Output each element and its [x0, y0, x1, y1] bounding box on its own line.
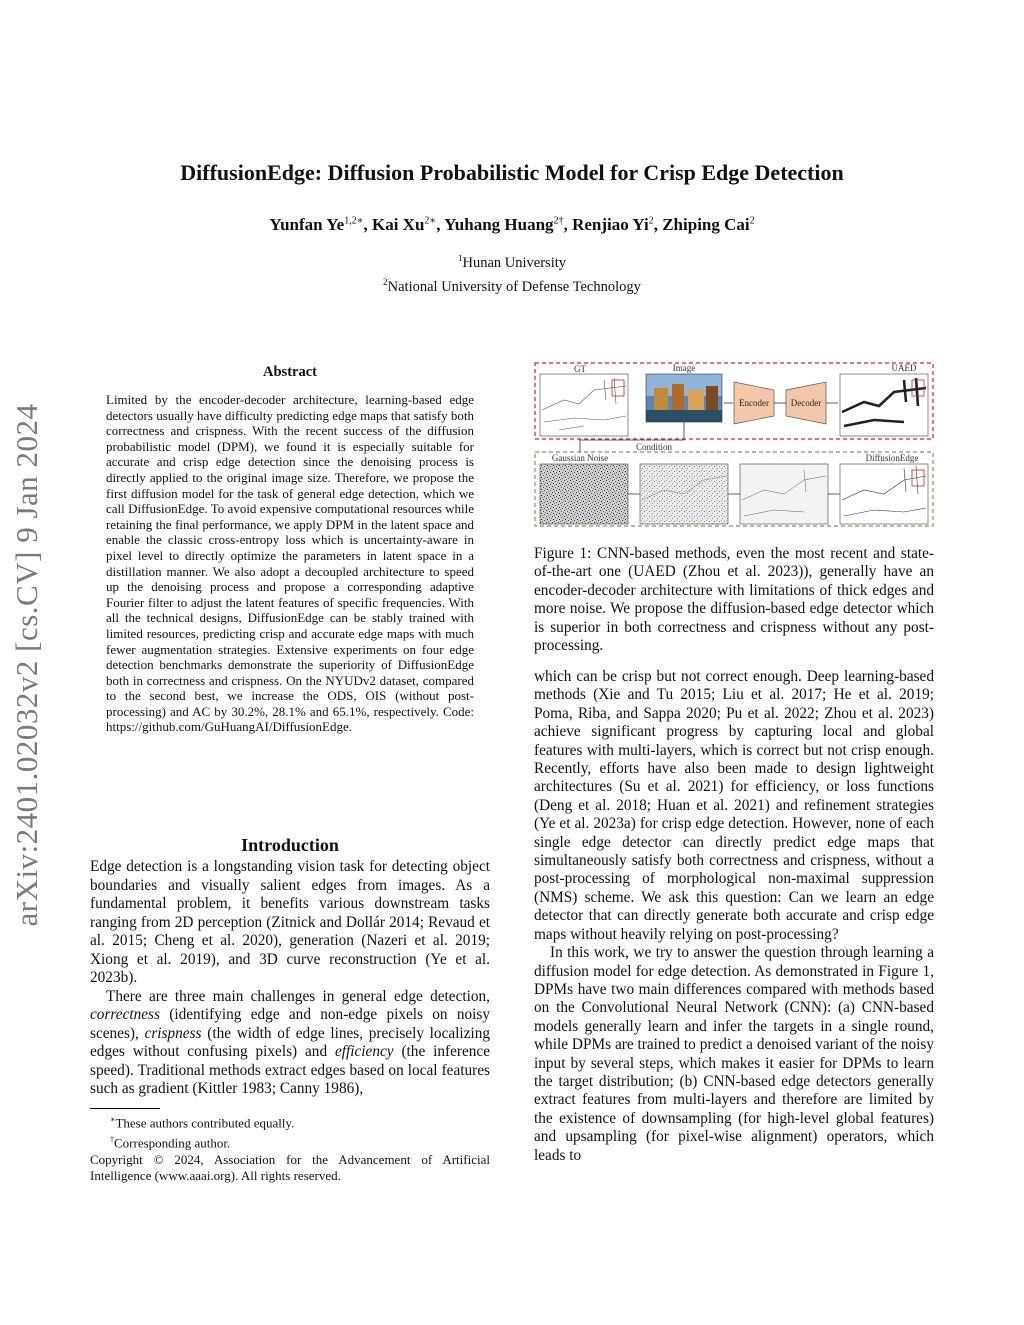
affiliation: [0, 249, 1024, 273]
author-name: Zhiping Cai: [662, 215, 750, 234]
label-condition: Condition: [635, 442, 673, 452]
author-name: Renjiao Yi: [572, 215, 649, 234]
abstract-heading: Abstract: [263, 364, 317, 380]
term-efficiency: efficiency: [334, 1043, 394, 1060]
author-name: Kai Xu: [371, 215, 425, 234]
footnote-corresponding: [90, 1132, 490, 1152]
term-correctness: correctness: [90, 1006, 160, 1023]
author-mark: 2: [749, 215, 755, 227]
text-run: (the inference speed). Traditional methods extract edges based on local features such as gradient (Kittler 1983; Canny 1986),: [90, 1043, 490, 1097]
affiliation-mark: 1: [458, 253, 463, 263]
right-paragraph-1: which can be crisp but not correct enough. Deep learning-based methods (Xie and Tu 2015; Liu et al. 2017; He et al. 2019; Poma, Riba, and Sappa 2020; Pu et al. 2022; Zhou et al. 2023) achieve significant progress by capturing local and global features with multi-layers, which is correct but not crisp enough. Recently, efforts have also been made to design lightweight architectures (Su et al. 2021) for efficiency, or loss functions (Deng et al. 2018; Huan et al. 2021) and refinement strategies (Ye et al. 2023a) for crisp edge detection. However, none of each single edge detector can directly predict edge maps that simultaneously satisfy both correctness and crispness, without a post-processing of morphological non-maximal suppression (NMS) scheme. We ask this question: Can we learn an edge detector that can directly generate both accurate and crisp edge maps without heavily relying on post-processing?: [534, 668, 934, 943]
input-image-panel: [646, 374, 722, 422]
author-mark: 2†: [553, 215, 564, 227]
footnote-mark: †: [110, 1134, 114, 1144]
author-mark: 2∗: [424, 215, 437, 227]
author-name: Yuhang Huang: [444, 215, 554, 234]
uaed-output-panel: [840, 374, 928, 436]
figure-1-caption: Figure 1: CNN-based methods, even the most recent and state-of-the-art one (UAED (Zhou et al. 2023)), generally have an encoder-decoder architecture with limitations of thick edges and more noise. We propose the diffusion-based edge detector which is superior in both correctness and crispness without any post-processing.: [534, 545, 934, 655]
abstract-text: Limited by the encoder-decoder architecture, learning-based edge detectors usually have difficulty predicting edge maps that satisfy both correctness and crispness. With the recent success of the diffusion probabilistic model (DPM), we found it is especially suitable for accurate and crisp edge detection since the denoising process is directly applied to the original image size. Therefore, we propose the first diffusion model for the task of general edge detection, which we call DiffusionEdge. To avoid expensive computational resources while retaining the final performance, we apply DPM in the latent space and enable the classic cross-entropy loss which is uncertainty-aware in pixel level to directly optimize the parameters in latent space in a distillation manner. We also adopt a decoupled architecture to speed up the denoising process and propose a corresponding adaptive Fourier filter to adjust the latent features of specific frequencies. With all the technical designs, DiffusionEdge can be stably trained with limited resources, predicting crisp and accurate edge maps with much fewer augmentation strategies. Extensive experiments on four edge detection benchmarks demonstrate the superiority of DiffusionEdge both in correctness and crispness. On the NYUDv2 dataset, compared to the second best, we increase the ODS, OIS (without post-processing) and AC by 30.2%, 28.1% and 65.1%, respectively. Code: https://github.com/GuHuangAI/DiffusionEdge.: [106, 392, 474, 735]
introduction-body: [90, 858, 490, 1099]
author-list: Yunfan $Ye^{1,2∗}$, Kai $Xu^{2∗}$, Yuhang Huang$^{2\dagger}$, Renjiao Yi$^2$, Zhiping Cai$^2$: [269, 215, 755, 234]
arxiv-identifier: [0, 370, 82, 960]
right-column-body: [534, 668, 934, 1165]
affiliation-name: National University of Defense Technology: [387, 278, 641, 295]
text-run: There are three main challenges in general edge detection,: [106, 987, 490, 1005]
text-run: (the width of edge lines, precisely localizing edges without confusing pixels) and: [90, 1024, 490, 1060]
intro-paragraph-2: [90, 988, 490, 1099]
text-run: (identifying edge and non-edge pixels on noisy scenes),: [90, 1006, 490, 1042]
footnote-text: Corresponding author.: [114, 1135, 231, 1151]
paper-title: DiffusionEdge: Diffusion Probabilistic Model for Crisp Edge Detection: [180, 160, 844, 185]
affiliations: [0, 249, 1024, 297]
author-mark: 1,2∗: [344, 215, 364, 227]
copyright-notice: Copyright © 2024, Association for the Advancement of Artificial Intelligence (www.aaai.org). All rights reserved.: [90, 1151, 490, 1184]
gaussian-noise-panel: [540, 464, 628, 524]
label-uaed: UAED: [891, 363, 917, 373]
label-gt: GT: [574, 364, 586, 374]
author-name: Yunfan Ye: [269, 215, 345, 234]
label-gaussian-noise: Gaussian Noise: [551, 453, 609, 463]
right-paragraph-2: In this work, we try to answer the question through learning a diffusion model for edge detection. As demonstrated in Figure 1, DPMs have two main differences compared with methods based on the Convolutional Neural Network (CNN): (a) CNN-based models generally learn and infer the targets in a single round, while DPMs are trained to predict a denoised variant of the noisy input by several steps, which makes it easier for DPMs to learn the target distribution; (b) CNN-based edge detectors generally extract features from multi-layers and therefore are limited by the existence of downsampling (for high-level global features) and upsampling (for pixel-wise alignment) operators, which leads to: [534, 944, 934, 1164]
arxiv-identifier-text: arXiv:2401.02032v2 [cs.CV] 9 Jan 2024: [9, 403, 44, 927]
footnotes: [90, 1112, 490, 1185]
footnote-equal: [90, 1112, 490, 1132]
footnote-mark: ∗: [110, 1115, 116, 1124]
affiliation-mark: 2: [383, 276, 388, 287]
label-encoder: Encoder: [739, 398, 769, 408]
footnote-rule: [90, 1108, 160, 1109]
label-image: Image: [672, 363, 696, 373]
term-crispness: crispness: [144, 1024, 202, 1042]
affiliation: [0, 273, 1024, 297]
footnote-text: These authors contributed equally.: [115, 1115, 295, 1131]
intro-paragraph-1: Edge detection is a longstanding vision task for detecting object boundaries and visually salient edges from images. As a fundamental problem, it benefits various downstream tasks ranging from 2D perception (Zitnick and Dollár 2014; Revaud et al. 2015; Cheng et al. 2020), generation (Nazeri et al. 2019; Xiong et al. 2019), and 3D curve reconstruction (Ye et al. 2023b).: [90, 858, 490, 986]
figure-1: [534, 360, 934, 528]
author-mark: 2: [648, 215, 654, 227]
introduction-heading: Introduction: [241, 835, 339, 855]
affiliation-name: Hunan University: [462, 254, 566, 271]
label-decoder: Decoder: [790, 398, 822, 408]
label-diffusionedge: DiffusionEdge: [865, 453, 919, 463]
